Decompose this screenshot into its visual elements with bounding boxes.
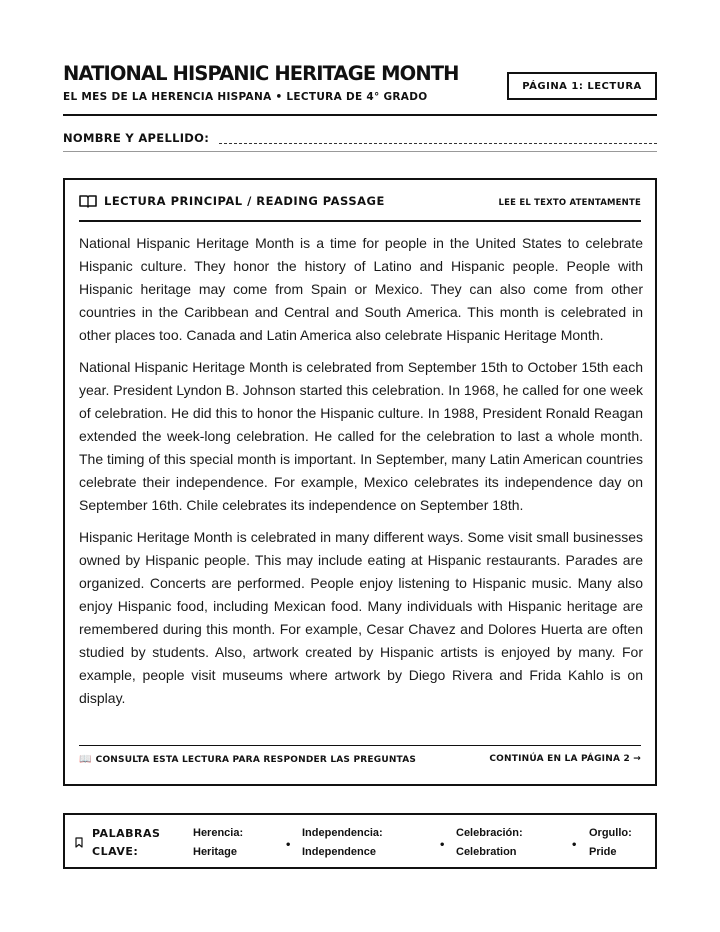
name-write-line[interactable] bbox=[219, 132, 657, 144]
passage-footer-note: CONSULTA ESTA LECTURA PARA RESPONDER LAS PREGUNTAS bbox=[95, 754, 417, 765]
bookmark-icon bbox=[75, 837, 83, 851]
header-divider bbox=[63, 114, 657, 116]
book-icon bbox=[79, 194, 97, 208]
separator-dot: • bbox=[439, 840, 446, 851]
name-field-label: NOMBRE Y APELLIDO: bbox=[63, 131, 210, 145]
passage-paragraph: Hispanic Heritage Month is celebrated in many different ways. Some visit small businesses owned by Hispanic people. This may include eating at Hispanic restaurants. Parades are organized. Concerts are performed. People enjoy listening to Hispanic music. Many also enjoy Hispanic food, including Mexican food. Many individuals with Hispanic heritage are remembered during this month. For example, Cesar Chavez and Dolores Huerta are often studied by students. Also, artwork created by Hispanic artists is enjoyed by many. For example, people visit museums where artwork by Diego Rivera and Frida Kahlo is on display. bbox=[79, 529, 643, 706]
key-word-term: Celebración: Celebration bbox=[456, 827, 523, 858]
separator-dot: • bbox=[285, 840, 292, 851]
worksheet-title: NATIONAL HISPANIC HERITAGE MONTH bbox=[63, 62, 459, 85]
passage-heading-row bbox=[79, 194, 641, 222]
page-label-box: PÁGINA 1: LECTURA bbox=[507, 72, 657, 100]
worksheet-subtitle: EL MES DE LA HERENCIA HISPANA • LECTURA DE 4° GRADO bbox=[63, 91, 428, 103]
open-book-icon: 📖 bbox=[79, 754, 92, 765]
passage-paragraph: National Hispanic Heritage Month is a time for people in the United States to celebrate Hispanic culture. They honor the history of Latino and Hispanic people. People with Hispanic heritage may come from Spain or Mexico. They can also come from other countries in the Caribbean and Central and South America. This month is celebrated in other places too. Canada and Latin America also celebrate Hispanic Heritage Month. bbox=[79, 235, 643, 343]
passage-body bbox=[79, 232, 643, 719]
key-words-label: PALABRAS CLAVE: bbox=[92, 827, 161, 858]
key-word-term: Orgullo: Pride bbox=[589, 827, 632, 858]
passage-heading: LECTURA PRINCIPAL / READING PASSAGE bbox=[104, 194, 385, 208]
key-word-term: Independencia: Independence bbox=[302, 827, 383, 858]
worksheet-header bbox=[63, 62, 657, 103]
passage-footer bbox=[79, 745, 641, 765]
key-word-term: Herencia: Heritage bbox=[193, 827, 244, 858]
separator-dot: • bbox=[571, 840, 578, 851]
name-divider bbox=[63, 151, 657, 152]
name-field-row bbox=[63, 128, 657, 148]
continue-note: CONTINÚA EN LA PÁGINA 2 → bbox=[489, 754, 641, 764]
passage-paragraph: National Hispanic Heritage Month is celebrated from September 15th to October 15th each year. President Lyndon B. Johnson started this celebration. In 1968, he called for one week of celebration. He did this to honor the Hispanic culture. In 1988, President Ronald Reagan extended the week-long celebration. He called for the celebration to last a whole month. The timing of this special month is important. In September, many Latin American countries celebrate their independence. For example, Mexico celebrates its independence day on September 16th. Chile celebrates its independence on September 18th. bbox=[79, 359, 643, 513]
key-words-box bbox=[63, 813, 657, 869]
reading-passage-box bbox=[63, 178, 657, 786]
passage-instruction: LEE EL TEXTO ATENTAMENTE bbox=[498, 198, 641, 208]
